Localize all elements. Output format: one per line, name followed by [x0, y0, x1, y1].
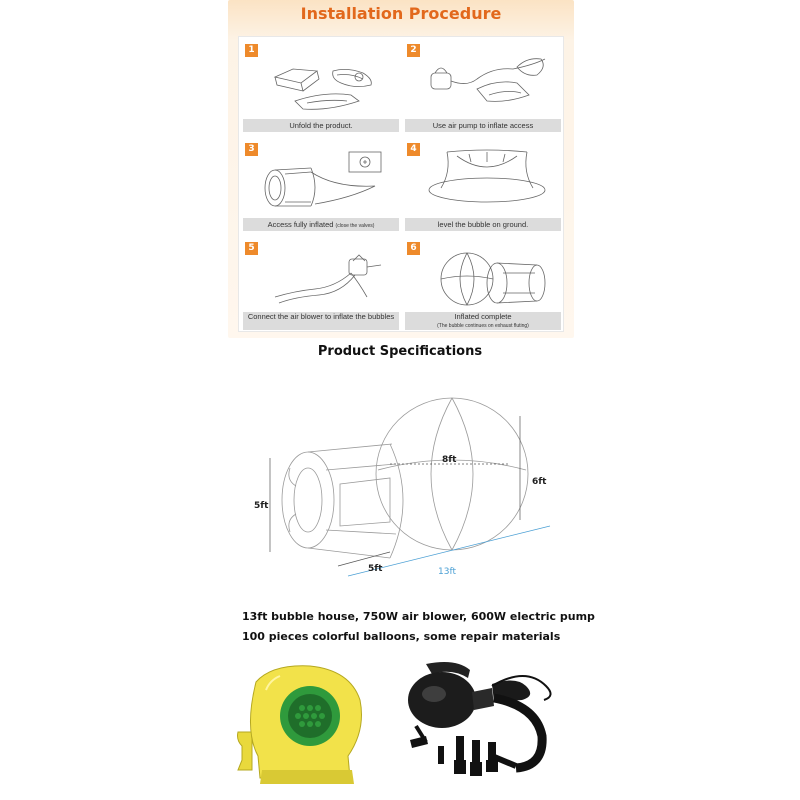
step-1 — [241, 39, 401, 136]
spec-line-1: 13ft bubble house, 750W air blower, 600W electric pump — [242, 610, 595, 623]
step-caption — [405, 312, 561, 330]
caption-main: Access fully inflated — [267, 220, 334, 229]
inflated-complete-illustration — [417, 247, 557, 307]
dome-height-label: 6ft — [532, 477, 547, 487]
caption-main: Inflated complete — [454, 312, 512, 321]
installation-panel — [228, 0, 574, 338]
total-length-label: 13ft — [438, 567, 456, 577]
caption-note: (The bubble continues on exhaust fluting) — [437, 323, 529, 329]
step-5 — [241, 237, 401, 334]
unfold-illustration — [255, 49, 395, 115]
level-bubble-illustration — [417, 148, 557, 214]
pump-inflate-illustration — [417, 49, 557, 115]
step-number: 4 — [407, 143, 420, 156]
step-6 — [403, 237, 563, 334]
step-number: 2 — [407, 44, 420, 57]
step-4 — [403, 138, 563, 235]
spec-line-2: 100 pieces colorful balloons, some repair materials — [242, 630, 561, 643]
tunnel-height-label: 5ft — [254, 501, 269, 511]
step-2 — [403, 39, 563, 136]
electric-pump-image — [396, 656, 566, 786]
step-number: 1 — [245, 44, 258, 57]
step-caption: level the bubble on ground. — [405, 218, 561, 231]
installation-steps-grid — [238, 36, 564, 332]
step-caption: Unfold the product. — [243, 119, 399, 132]
air-blower-image — [232, 660, 368, 790]
dome-width-label: 8ft — [442, 455, 457, 465]
step-number: 6 — [407, 242, 420, 255]
installation-title: Installation Procedure — [300, 4, 502, 23]
step-3 — [241, 138, 401, 235]
step-caption: Connect the air blower to inflate the bubbles — [243, 312, 399, 330]
specifications-title: Product Specifications — [317, 344, 483, 359]
tunnel-length-label: 5ft — [368, 564, 383, 574]
step-number: 5 — [245, 242, 258, 255]
step-caption — [243, 218, 399, 231]
access-inflated-illustration — [255, 148, 395, 214]
step-caption: Use air pump to inflate access — [405, 119, 561, 132]
step-number: 3 — [245, 143, 258, 156]
bubble-house-dimension-diagram — [240, 380, 560, 580]
connect-blower-illustration — [255, 247, 395, 307]
caption-note: (close the valves) — [335, 223, 375, 229]
